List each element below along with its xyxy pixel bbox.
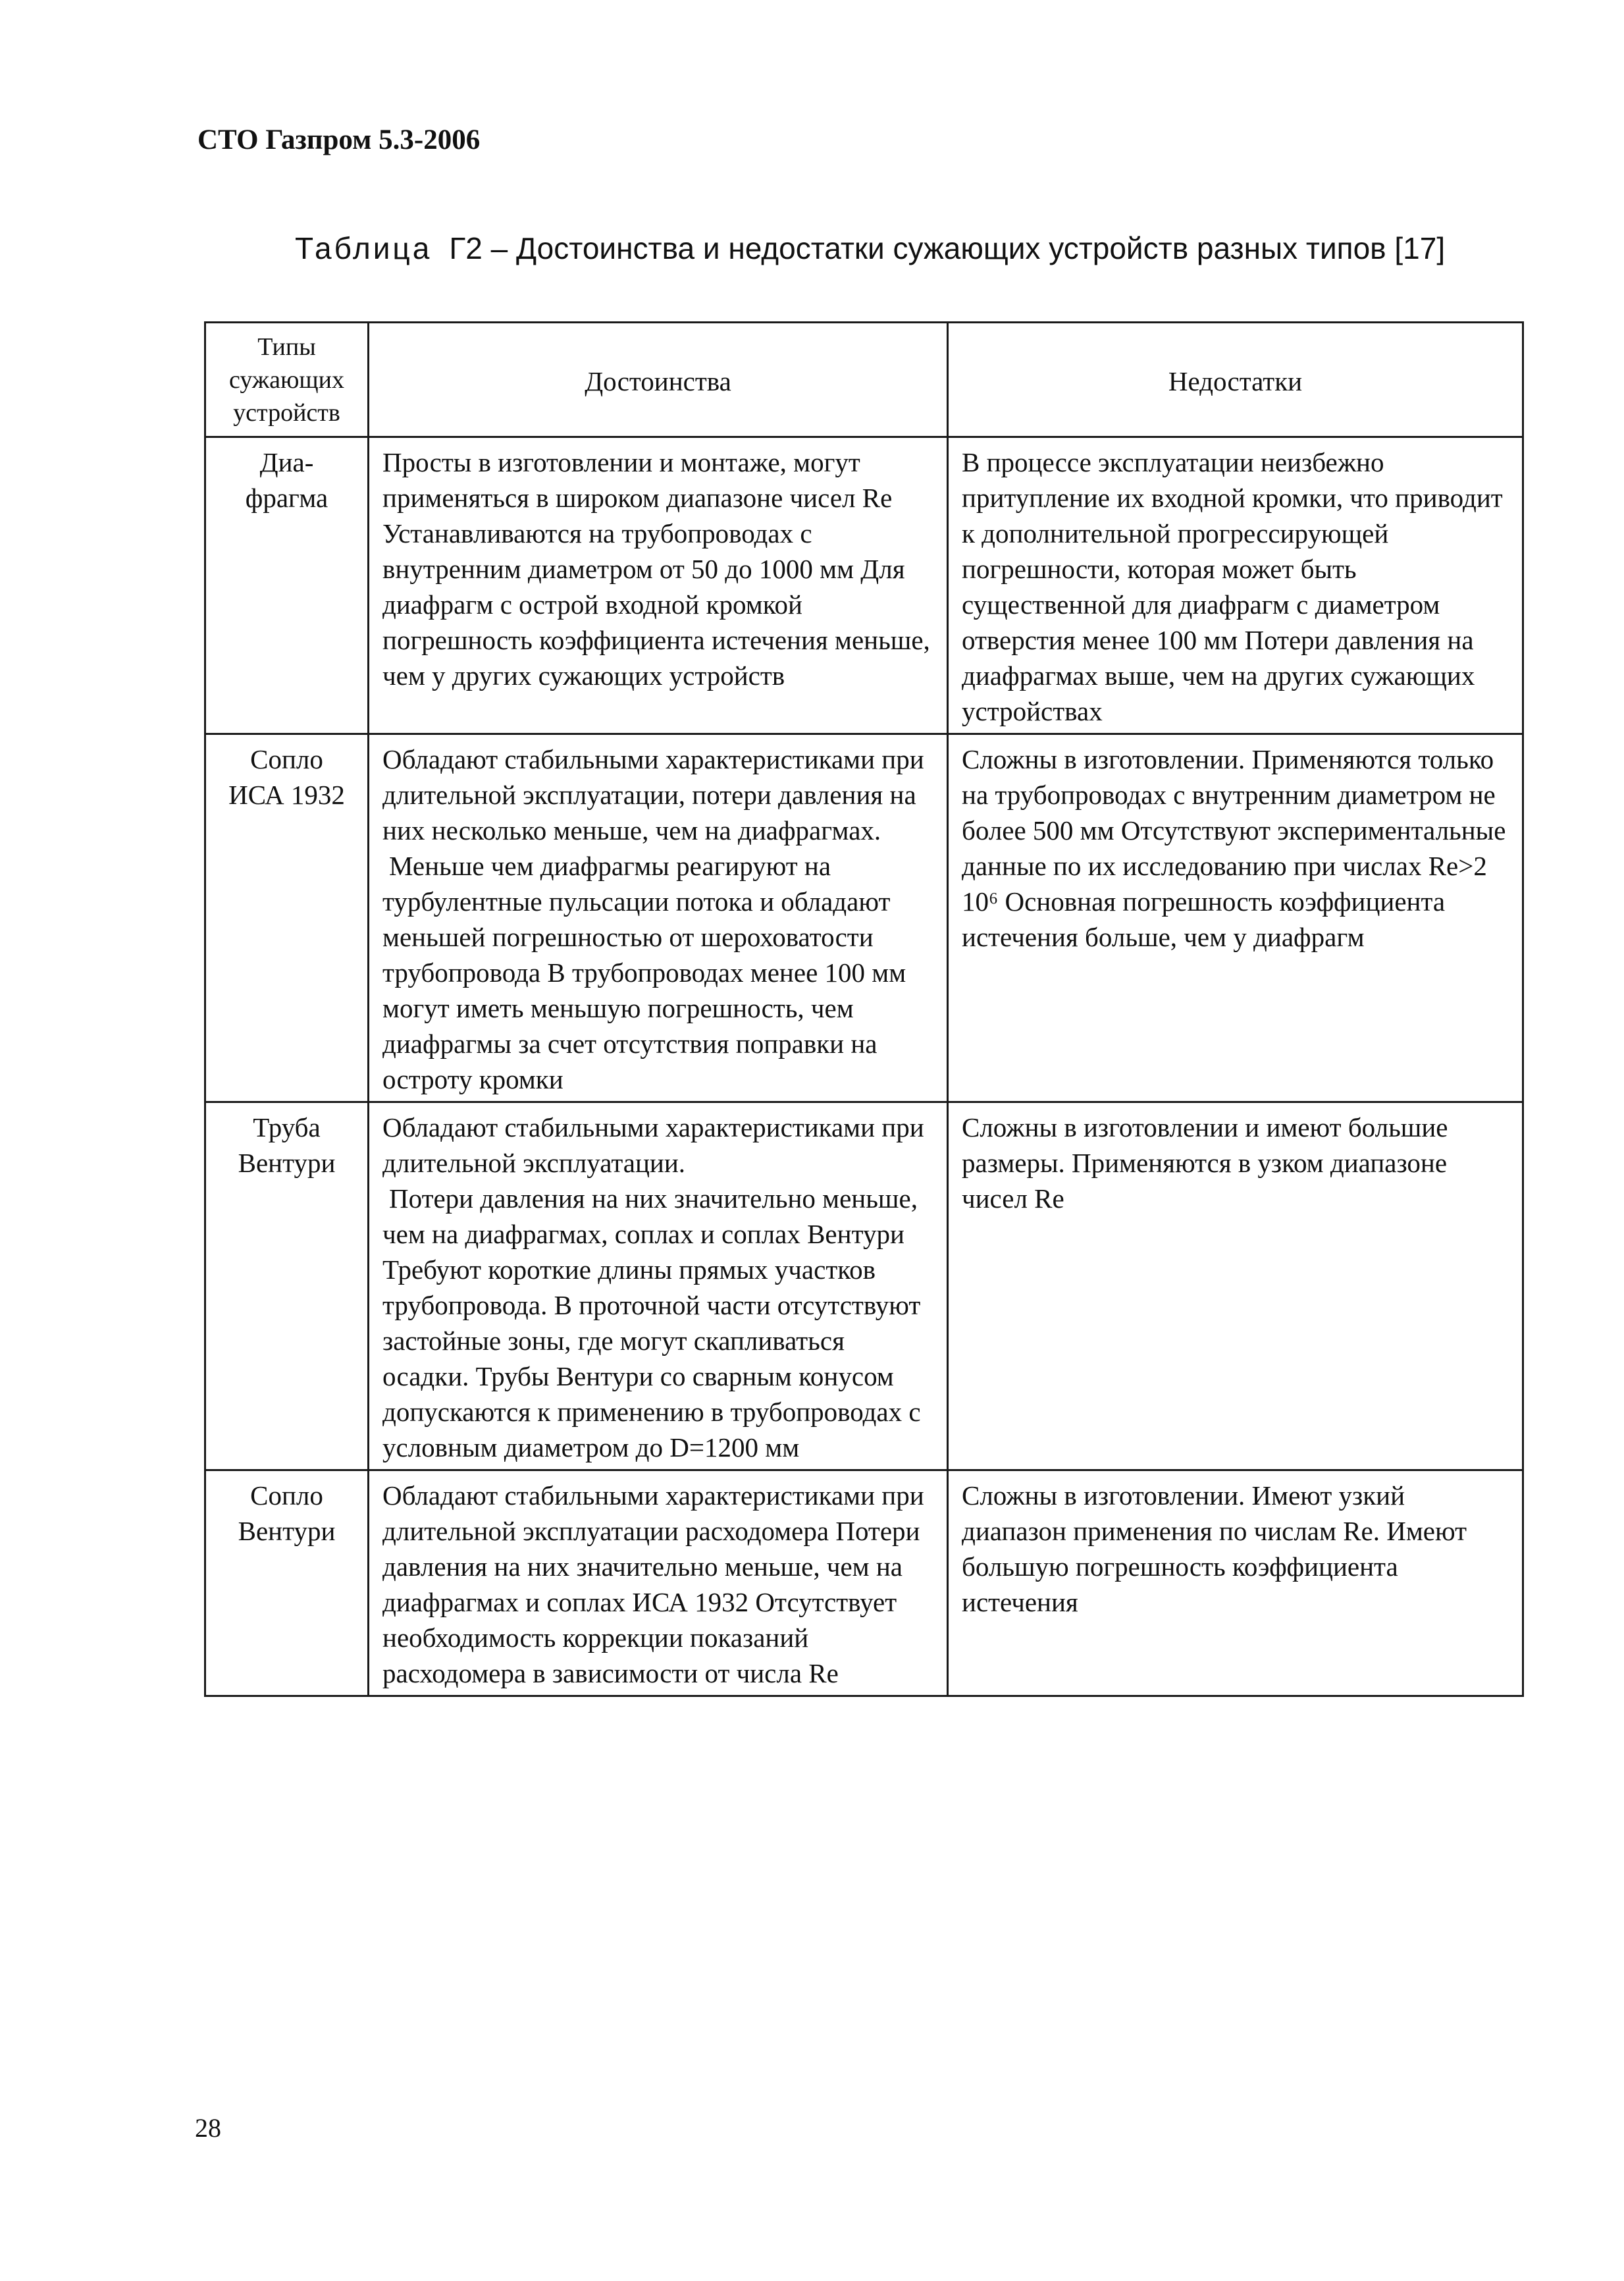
table-title-label: Таблица bbox=[295, 231, 432, 265]
comparison-table bbox=[204, 321, 1524, 1697]
advantages-paragraph: Просты в изготовлении и монтаже, могут применяться в широком диапазоне чисел Re Устанавливаются на трубопроводах с внутренним диаметром от 50 до 1000 мм Для диафрагм с острой входной кромкой погрешность коэффициента истечения меньше, чем у других сужающих устройств bbox=[382, 447, 930, 691]
table-row bbox=[205, 437, 1523, 734]
table-row bbox=[205, 734, 1523, 1102]
row-type-cell: Сопло Вентури bbox=[205, 1470, 369, 1696]
row-disadvantages-cell: Сложны в изготовлении. Имеют узкий диапазон применения по числам Re. Имеют большую погрешность коэффициента истечения bbox=[948, 1470, 1523, 1696]
document-header: СТО Газпром 5.3-2006 bbox=[197, 124, 481, 155]
row-advantages-cell bbox=[369, 437, 948, 734]
advantages-paragraph: Потери давления на них значительно меньше, чем на диафрагмах, соплах и соплах Вентури Требуют короткие длины прямых участков трубопровода. В проточной части отсутствуют застойные зоны, где могут скапливаться осадки. Трубы Вентури со сварным конусом допускаются к применению в трубопроводах с условным диаметром до D=1200 мм bbox=[382, 1183, 921, 1463]
row-type-cell: Сопло ИСА 1932 bbox=[205, 734, 369, 1102]
column-header-disadvantages: Недостатки bbox=[948, 323, 1523, 437]
table-row bbox=[205, 1470, 1523, 1696]
column-header-advantages: Достоинства bbox=[369, 323, 948, 437]
advantages-paragraph: Меньше чем диафрагмы реагируют на турбулентные пульсации потока и обладают меньшей погрешностью от шероховатости трубопровода В трубопроводах менее 100 мм могут иметь меньшую погрешность, чем диафрагмы за счет отсутствия поправки на остроту кромки bbox=[382, 851, 906, 1094]
row-advantages-cell bbox=[369, 1470, 948, 1696]
table-row bbox=[205, 1102, 1523, 1470]
row-disadvantages-cell: Сложны в изготовлении и имеют большие размеры. Применяются в узком диапазоне чисел Re bbox=[948, 1102, 1523, 1470]
page-number: 28 bbox=[195, 2113, 221, 2143]
advantages-paragraph: Обладают стабильными характеристиками при длительной эксплуатации, потери давления на них несколько меньше, чем на диафрагмах. bbox=[382, 744, 924, 845]
table-title-text: Г2 – Достоинства и недостатки сужающих устройств разных типов [17] bbox=[449, 231, 1446, 265]
row-advantages-cell bbox=[369, 1102, 948, 1470]
row-disadvantages-cell: В процессе эксплуатации неизбежно притупление их входной кромки, что приводит к дополнительной прогрессирующей погрешности, которая может быть существенной для диафрагм с диаметром отверстия менее 100 мм Потери давления на диафрагмах выше, чем на других сужающих устройствах bbox=[948, 437, 1523, 734]
advantages-paragraph: Обладают стабильными характеристиками при длительной эксплуатации расходомера Потери давления на них значительно меньше, чем на диафрагмах и соплах ИСА 1932 Отсутствует необходимость коррекции показаний расходомера в зависимости от числа Re bbox=[382, 1480, 924, 1688]
advantages-paragraph: Обладают стабильными характеристиками при длительной эксплуатации. bbox=[382, 1112, 924, 1178]
table-header-row bbox=[205, 323, 1523, 437]
row-advantages-cell bbox=[369, 734, 948, 1102]
table-title bbox=[295, 230, 1445, 266]
row-type-cell: Труба Вентури bbox=[205, 1102, 369, 1470]
column-header-type: Типы сужающих устройств bbox=[205, 323, 369, 437]
row-type-cell: Диа-фрагма bbox=[205, 437, 369, 734]
row-disadvantages-cell: Сложны в изготовлении. Применяются только на трубопроводах с внутренним диаметром не более 500 мм Отсутствуют экспериментальные данные по их исследованию при числах Re>2 10⁶ Основная погрешность коэффициента истечения больше, чем у диафрагм bbox=[948, 734, 1523, 1102]
